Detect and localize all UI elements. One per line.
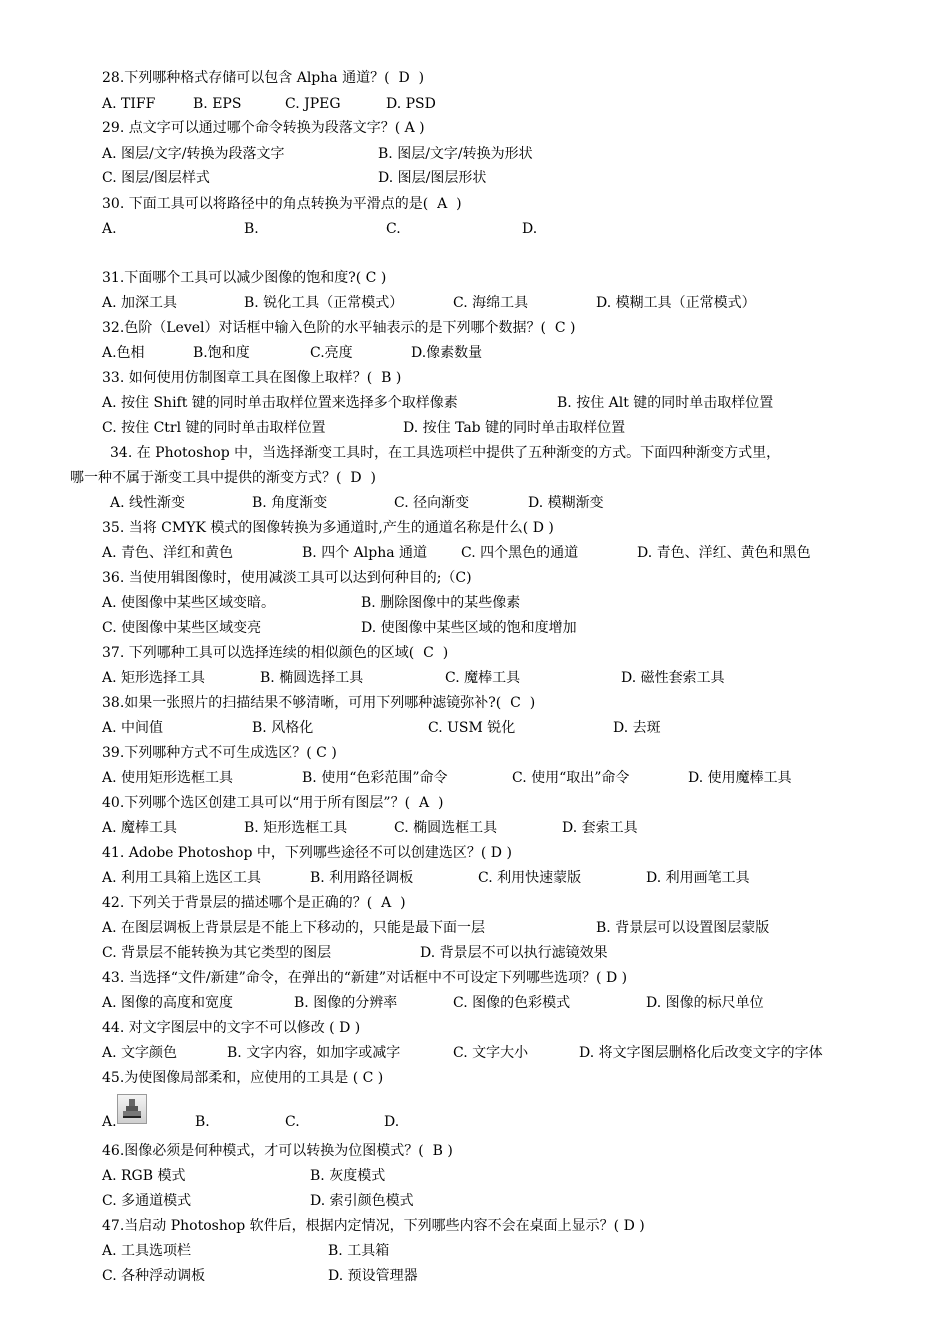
option: A. bbox=[102, 221, 117, 237]
option: A. 使图像中某些区域变暗。 bbox=[102, 595, 276, 611]
option: D. 套索工具 bbox=[562, 820, 638, 836]
option: B. 删除图像中的某些像素 bbox=[361, 595, 521, 611]
option: C. 利用快速蒙版 bbox=[478, 870, 582, 886]
question-34: 34. 在 Photoshop 中，当选择渐变工具时，在工具选项栏中提供了五种渐变的方式。下面四种渐变方式里， bbox=[110, 445, 781, 461]
option: B. 工具箱 bbox=[328, 1243, 390, 1259]
option: C. 背景层不能转换为其它类型的图层 bbox=[102, 945, 332, 961]
option: D. 模糊渐变 bbox=[528, 495, 604, 511]
option: A. 图层/文字/转换为段落文字 bbox=[102, 146, 285, 162]
option: C. 使图像中某些区域变亮 bbox=[102, 620, 262, 636]
question-36: 36. 当使用辑图像时，使用减淡工具可以达到何种目的;（C) bbox=[102, 570, 472, 586]
option: A. 图像的高度和宽度 bbox=[102, 995, 234, 1011]
question-37: 37. 下列哪种工具可以选择连续的相似颜色的区域( C ) bbox=[102, 645, 449, 661]
option: D. 预设管理器 bbox=[328, 1268, 418, 1284]
question-45: 45.为使图像局部柔和，应使用的工具是 ( C ) bbox=[102, 1070, 384, 1086]
option: C. USM 锐化 bbox=[428, 720, 516, 736]
option: B. 图像的分辨率 bbox=[294, 995, 398, 1011]
option: C. 魔棒工具 bbox=[445, 670, 521, 686]
option: C.亮度 bbox=[310, 345, 353, 361]
option: A. 矩形选择工具 bbox=[102, 670, 206, 686]
option: C. 按住 Ctrl 键的同时单击取样位置 bbox=[102, 420, 326, 436]
option: D. 将文字图层删格化后改变文字的字体 bbox=[579, 1045, 823, 1061]
question-46: 46.图像必须是何种模式，才可以转换为位图模式？( B ) bbox=[102, 1143, 453, 1159]
question-31: 31.下面哪个工具可以减少图像的饱和度?( C ) bbox=[102, 270, 387, 286]
option: B. bbox=[195, 1114, 210, 1130]
option: B. 背景层可以设置图层蒙版 bbox=[596, 920, 770, 936]
option: B. 椭圆选择工具 bbox=[260, 670, 364, 686]
option: B.饱和度 bbox=[193, 345, 250, 361]
option: A. 中间值 bbox=[102, 720, 164, 736]
option: C. 图像的色彩模式 bbox=[453, 995, 571, 1011]
option: C. JPEG bbox=[285, 96, 341, 112]
question-40: 40.下列哪个选区创建工具可以“用于所有图层”？( A ) bbox=[102, 795, 444, 811]
option: B. 文字内容，如加字或减字 bbox=[227, 1045, 401, 1061]
option: C. 各种浮动调板 bbox=[102, 1268, 206, 1284]
question-43: 43. 当选择“文件/新建”命令，在弹出的“新建”对话框中不可设定下列哪些选项？( D ) bbox=[102, 970, 628, 986]
option: D. bbox=[522, 221, 538, 237]
option: A. 文字颜色 bbox=[102, 1045, 178, 1061]
option: C. 四个黑色的通道 bbox=[461, 545, 579, 561]
option: D. 按住 Tab 键的同时单击取样位置 bbox=[403, 420, 626, 436]
option: C. bbox=[285, 1114, 300, 1130]
question-34-cont: 哪一种不属于渐变工具中提供的渐变方式？( D ) bbox=[70, 470, 376, 486]
question-29: 29. 点文字可以通过哪个命令转换为段落文字？( A ) bbox=[102, 120, 425, 136]
option: A. 在图层调板上背景层是不能上下移动的，只能是最下面一层 bbox=[102, 920, 486, 936]
question-35: 35. 当将 CMYK 模式的图像转换为多通道时,产生的通道名称是什么( D ) bbox=[102, 520, 554, 536]
option: D. 使用魔棒工具 bbox=[688, 770, 792, 786]
question-33: 33. 如何使用仿制图章工具在图像上取样？( B ) bbox=[102, 370, 402, 386]
option: A. 线性渐变 bbox=[110, 495, 186, 511]
option: A. 工具选项栏 bbox=[102, 1243, 192, 1259]
question-39: 39.下列哪种方式不可生成选区？( C ) bbox=[102, 745, 337, 761]
option: A. 利用工具箱上选区工具 bbox=[102, 870, 262, 886]
question-38: 38.如果一张照片的扫描结果不够清晰，可用下列哪种滤镜弥补?( C ) bbox=[102, 695, 536, 711]
option: B. 风格化 bbox=[252, 720, 314, 736]
option: D. bbox=[384, 1114, 400, 1130]
option: C. 椭圆选框工具 bbox=[394, 820, 498, 836]
option: C. 多通道模式 bbox=[102, 1193, 192, 1209]
question-28: 28.下列哪种格式存储可以包含 Alpha 通道？( D ) bbox=[102, 70, 425, 86]
question-47: 47.当启动 Photoshop 软件后，根据内定情况，下列哪些内容不会在桌面上显示？( D ) bbox=[102, 1218, 645, 1234]
option: D. 模糊工具（正常模式） bbox=[596, 295, 756, 311]
option: A. TIFF bbox=[102, 96, 156, 112]
option: D. 青色、洋红、黄色和黑色 bbox=[637, 545, 811, 561]
option: D. PSD bbox=[386, 96, 436, 112]
option: B. 按住 Alt 键的同时单击取样位置 bbox=[557, 395, 774, 411]
option: B. 锐化工具（正常模式） bbox=[244, 295, 404, 311]
option: B. 角度渐变 bbox=[252, 495, 328, 511]
option: A. 按住 Shift 键的同时单击取样位置来选择多个取样像素 bbox=[102, 395, 458, 411]
option: A. 青色、洋红和黄色 bbox=[102, 545, 234, 561]
option: A.色相 bbox=[102, 345, 145, 361]
option: D. 使图像中某些区域的饱和度增加 bbox=[361, 620, 577, 636]
option: D. 背景层不可以执行滤镜效果 bbox=[420, 945, 608, 961]
option: A. RGB 模式 bbox=[102, 1168, 186, 1184]
option: B. 矩形选框工具 bbox=[244, 820, 348, 836]
stamp-tool-icon bbox=[117, 1094, 147, 1124]
option: A. 使用矩形选框工具 bbox=[102, 770, 234, 786]
option: D. 去斑 bbox=[613, 720, 661, 736]
question-44: 44. 对文字图层中的文字不可以修改 ( D ) bbox=[102, 1020, 361, 1036]
option: D. 索引颜色模式 bbox=[310, 1193, 414, 1209]
option: D. 图像的标尺单位 bbox=[646, 995, 764, 1011]
option: B. 图层/文字/转换为形状 bbox=[378, 146, 533, 162]
question-32: 32.色阶（Level）对话框中输入色阶的水平轴表示的是下列哪个数据？( C ) bbox=[102, 320, 576, 336]
option: B. bbox=[244, 221, 259, 237]
option: C. 径向渐变 bbox=[394, 495, 470, 511]
option: C. 使用“取出”命令 bbox=[512, 770, 630, 786]
option: B. 利用路径调板 bbox=[310, 870, 414, 886]
option: D. 磁性套索工具 bbox=[621, 670, 725, 686]
option: D. 利用画笔工具 bbox=[646, 870, 750, 886]
question-42: 42. 下列关于背景层的描述哪个是正确的？( A ) bbox=[102, 895, 406, 911]
option: C. bbox=[386, 221, 401, 237]
option: D.像素数量 bbox=[411, 345, 483, 361]
option: C. 文字大小 bbox=[453, 1045, 529, 1061]
question-30: 30. 下面工具可以将路径中的角点转换为平滑点的是( A ) bbox=[102, 196, 462, 212]
option: B. 四个 Alpha 通道 bbox=[302, 545, 428, 561]
option: D. 图层/图层形状 bbox=[378, 170, 487, 186]
question-41: 41. Adobe Photoshop 中，下列哪些途径不可以创建选区？( D ) bbox=[102, 845, 512, 861]
option: B. 灰度模式 bbox=[310, 1168, 386, 1184]
option: C. 图层/图层样式 bbox=[102, 170, 210, 186]
option: A. 魔棒工具 bbox=[102, 820, 178, 836]
option: A. bbox=[102, 1114, 117, 1130]
option: C. 海绵工具 bbox=[453, 295, 529, 311]
option: B. EPS bbox=[193, 96, 242, 112]
option: A. 加深工具 bbox=[102, 295, 178, 311]
option: B. 使用“色彩范围”命令 bbox=[302, 770, 448, 786]
